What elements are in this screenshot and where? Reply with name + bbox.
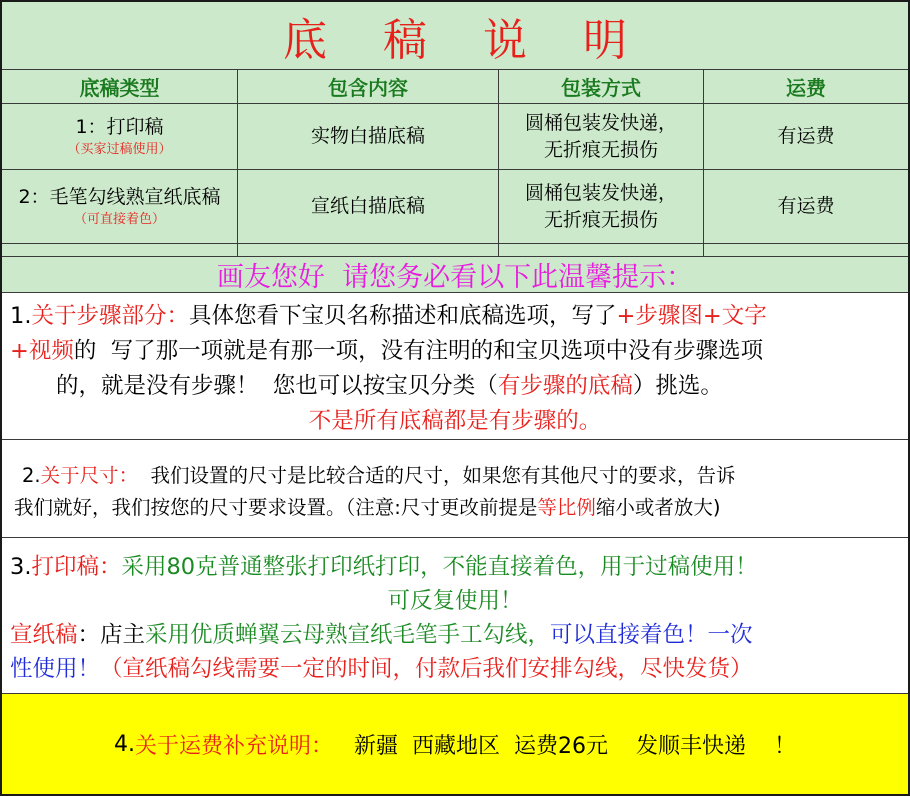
row1-packing [499,104,704,170]
row1-type-label: 1：打印稿 [75,116,164,138]
section-number: 2. [22,464,41,487]
section-highlight: +视频 [10,338,74,364]
header-packing-label: 包装方式 [561,76,641,100]
section-steps-line2 [10,334,900,369]
section-size-line1 [14,460,900,492]
section-paper-line1 [10,550,900,584]
section-paper-line4 [10,652,900,686]
row1-packing-line2: 无折痕无损伤 [543,138,658,161]
section-text: ：店主 [77,622,146,648]
section-text: （宣纸稿勾线需要一定的时间，付款后我们安排勾线，尽快发货） [100,656,753,682]
section-steps-line3 [10,369,900,404]
section-text: 缩小或者放大) [595,496,721,519]
section-shipping [2,694,908,794]
row2-packing-line2: 无折痕无损伤 [543,208,658,231]
section-label: 打印稿： [31,554,122,580]
section-size-line2 [14,492,900,524]
section-text: 具体您看下宝贝名称描述和底稿选项，写了 [188,303,617,329]
row2-shipping [704,170,908,244]
header-content-label: 包含内容 [328,76,408,100]
section-highlight: 等比例 [537,496,596,519]
section-text: 我们就好，我们按您的尺寸要求设置。（注意:尺寸更改前提是 [14,496,538,519]
section-text: 的 写了那一项就是有那一项，没有注明的和宝贝选项中没有步骤选项 [73,338,764,364]
header-type-label: 底稿类型 [79,76,160,100]
section-highlight: +步骤图+文字 [616,303,767,329]
section-text: ）挑选。 [632,373,723,399]
row1-content-label: 实物白描底稿 [310,125,425,147]
sheet-title [2,2,908,70]
section-steps [2,293,908,440]
row1-shipping [704,104,908,170]
row2-shipping-label: 有运费 [777,195,835,217]
section-text: 可以直接着色！一次 [550,622,753,648]
row2-type [2,170,238,244]
section-text: 的，就是没有步骤！ 您也可以按宝贝分类（ [56,373,498,399]
section-text: 新疆 西藏地区 运费26元 发顺丰快递 ！ [333,733,796,759]
row2-type-label: 2：毛笔勾线熟宣纸底稿 [18,186,221,208]
section-text: 采用优质蝉翼云母熟宣纸毛笔手工勾线， [145,622,551,648]
spacer-cell [2,244,238,257]
section-steps-warning: 不是所有底稿都是有步骤的。 [308,408,602,434]
section-label: 关于运费补充说明： [135,733,334,759]
section-highlight: 有步骤的底稿 [497,373,633,399]
row1-type-note: （买家过稿使用） [67,142,172,157]
header-shipping-label: 运费 [786,76,826,100]
section-label: 宣纸稿 [10,622,78,648]
header-content [238,70,499,104]
row1-content [238,104,499,170]
section-number: 4. [114,731,136,757]
header-packing [499,70,704,104]
row1-packing-line1: 圆桶包装发快递， [524,111,677,134]
row1-type [2,104,238,170]
section-paper [2,538,908,694]
section-paper-line3 [10,618,900,652]
row1-shipping-label: 有运费 [777,125,835,147]
spacer-cell [704,244,908,257]
row2-packing [499,170,704,244]
section-number: 3. [10,554,32,580]
header-type [2,70,238,104]
notice-heading-text: 画友您好 请您务必看以下此温馨提示： [216,262,694,293]
header-shipping [704,70,908,104]
section-label: 关于尺寸： [40,464,139,487]
section-number: 1. [10,303,32,329]
row2-packing-line1: 圆桶包装发快递， [524,181,677,204]
section-text: 采用80克普通整张打印纸打印，不能直接着色，用于过稿使用！ [121,554,758,580]
section-paper-line2: 可反复使用！ [387,588,523,614]
section-text: 性使用！ [10,656,101,682]
section-steps-line1 [10,299,900,334]
section-text: 我们设置的尺寸是比较合适的尺寸，如果您有其他尺寸的要求，告诉 [138,464,736,487]
row2-content [238,170,499,244]
row2-content-label: 宣纸白描底稿 [310,195,425,217]
section-size [2,440,908,538]
section-label: 关于步骤部分： [31,303,189,329]
sheet-title-text: 底稿说明 [283,14,683,66]
row2-type-note: （可直接着色） [73,212,165,227]
notice-heading [2,257,908,293]
